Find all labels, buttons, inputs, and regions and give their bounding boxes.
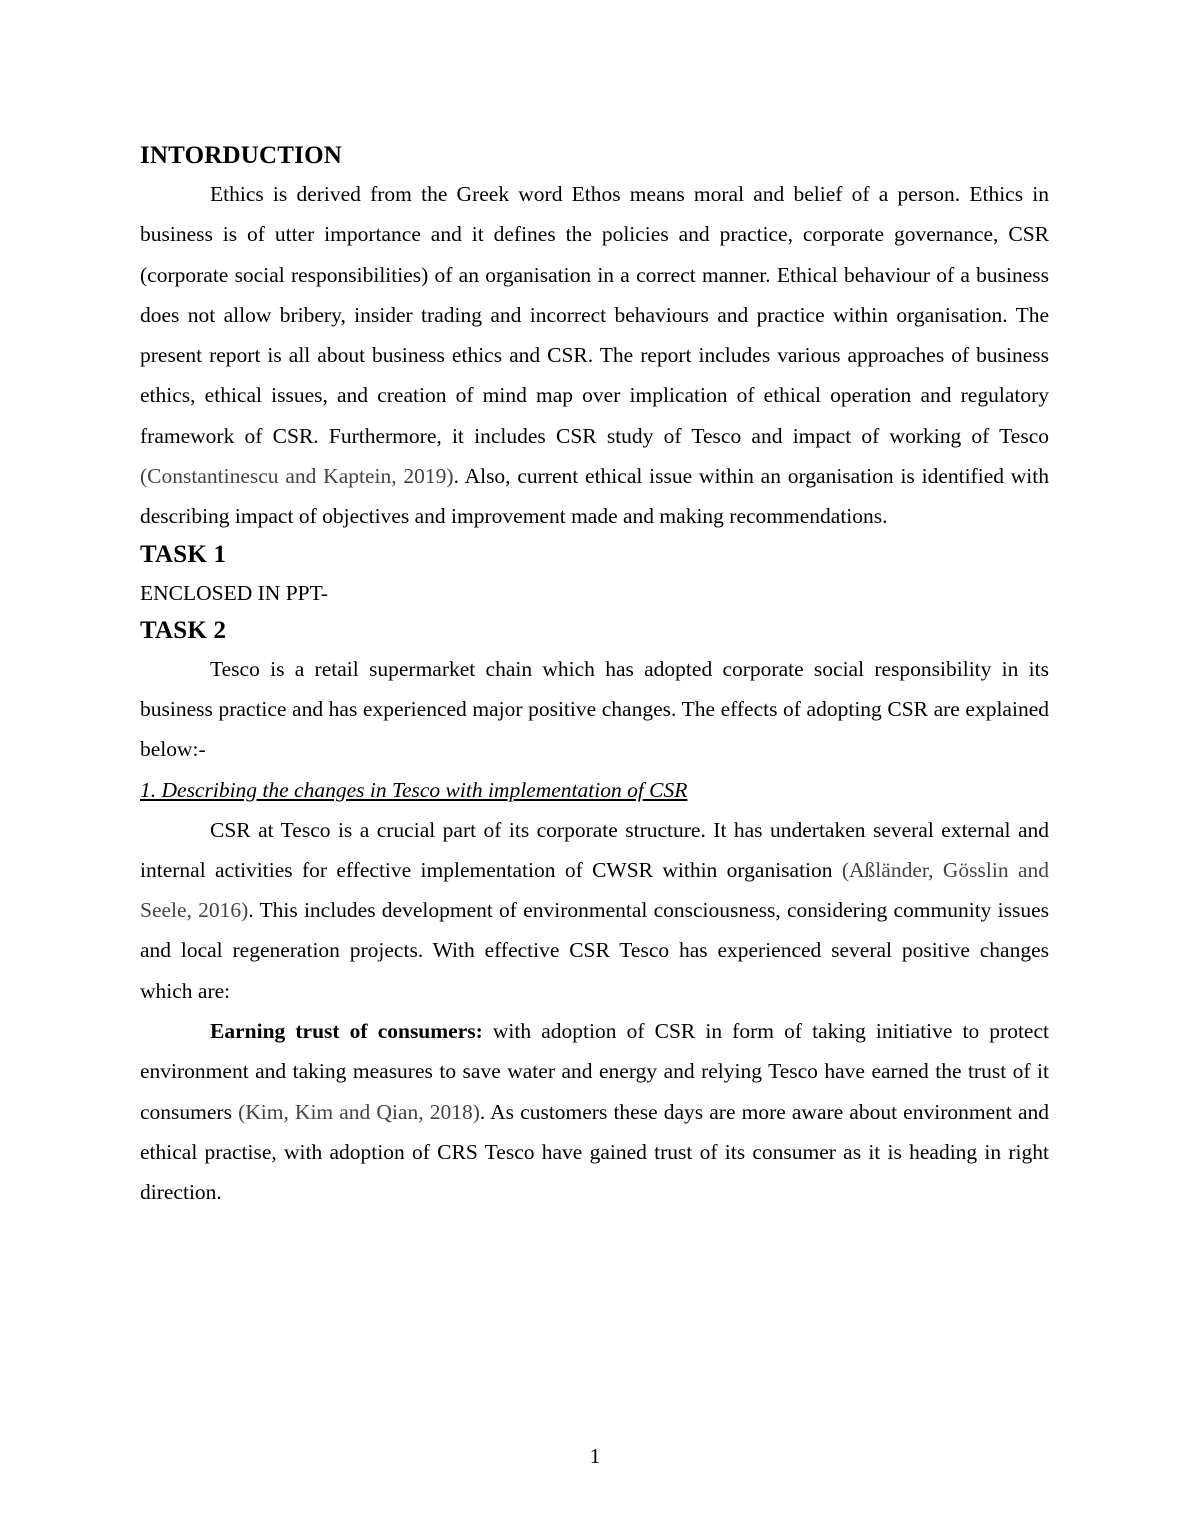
- csr-at-tesco-paragraph: [140, 810, 1049, 1011]
- document-page: [140, 138, 1049, 1213]
- task1-text: ENCLOSED IN PPT-: [140, 580, 328, 605]
- csr-text-b: . This includes development of environmental consciousness, considering community issues and local regeneration projects. With effective CSR Tesco has experienced several positive changes which are:: [140, 898, 1050, 1003]
- page-number: 1: [589, 1444, 601, 1468]
- task1-heading: TASK 1: [140, 540, 227, 568]
- task2-heading: TASK 2: [140, 616, 227, 644]
- intro-text-a: Ethics is derived from the Greek word Ethos means moral and belief of a person. Ethics in business is of utter importance and it defines the policies and practice, corporate governance, CSR (corporate social responsibilities) of an organisation in a correct manner. Ethical behaviour of a business does not allow bribery, insider trading and incorrect behaviours and practice within organisation. The present report is all about business ethics and CSR. The report includes various approaches of business ethics, ethical issues, and creation of mind map over implication of ethical operation and regulatory framework of CSR. Furthermore, it includes CSR study of Tesco and impact of working of Tesco: [140, 182, 1049, 448]
- csr-text-a: CSR at Tesco is a crucial part of its corporate structure. It has undertaken several external and internal activities for effective implementation of CWSR within organisation: [140, 817, 1049, 882]
- introduction-paragraph: [140, 174, 1049, 537]
- intro-citation: (Constantinescu and Kaptein, 2019): [140, 464, 454, 489]
- task2-subheading: 1. Describing the changes in Tesco with implementation of CSR: [140, 777, 688, 802]
- task2-intro-paragraph: Tesco is a retail supermarket chain which has adopted corporate social responsibility in its business practice and has experienced major positive changes. The effects of adopting CSR are explained below:-: [140, 656, 1049, 762]
- trust-text-b: . As customers these days are more aware about environment and ethical practise, with adoption of CRS Tesco have gained trust of its consumer as it is heading in right direction.: [140, 1099, 1049, 1205]
- intro-text-b: . Also, current ethical issue within an organisation is identified with describing impact of objectives and improvement made and making recommendations.: [140, 464, 1050, 529]
- trust-text-a: with adoption of CSR in form of taking initiative to protect environment and taking measures to save water and energy and relying Tesco have earned the trust of it consumers: [140, 1019, 1049, 1124]
- introduction-heading: INTORDUCTION: [140, 142, 342, 169]
- trust-citation: (Kim, Kim and Qian, 2018): [238, 1099, 480, 1124]
- csr-citation: (Aßländer, Gösslin and Seele, 2016): [140, 857, 1049, 923]
- earning-trust-label: Earning trust of consumers:: [210, 1019, 483, 1044]
- earning-trust-paragraph: [140, 1011, 1049, 1212]
